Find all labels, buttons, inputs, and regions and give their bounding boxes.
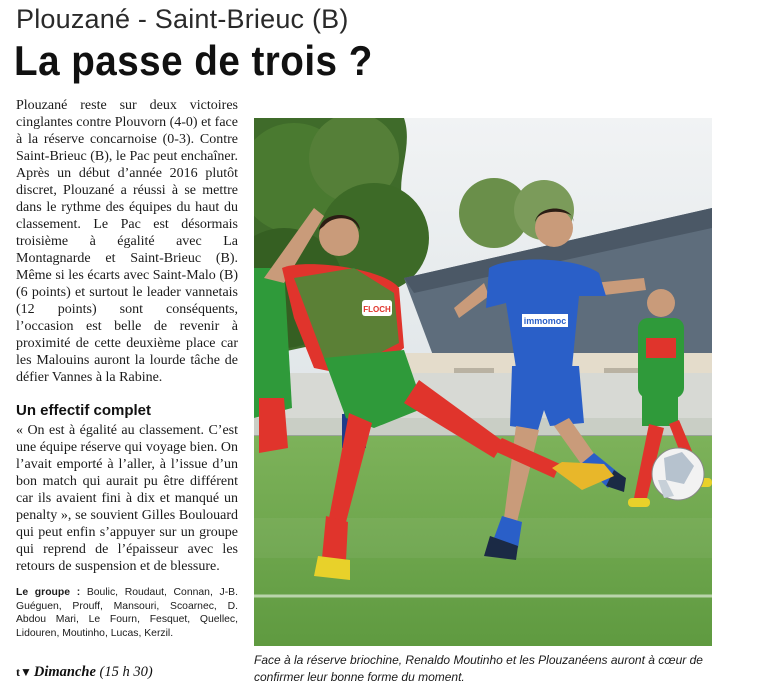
schedule-time: (15 h 30): [95, 664, 153, 680]
red-jersey-sponsor: FLOCH: [363, 305, 391, 314]
photo-caption: Face à la réserve briochine, Renaldo Moutinho et les Plouzanéens auront à cœur de confirmer leur bonne forme du moment.: [254, 653, 703, 684]
blue-jersey-sponsor: immomoc: [523, 316, 567, 326]
article-kicker: Plouzané - Saint-Brieuc (B): [16, 4, 349, 34]
section-subhead: Un effectif complet: [16, 402, 152, 419]
match-photo-illustration: [254, 118, 712, 646]
paragraph-context: Après un début d’année 2016 plutôt discret, Plouzané a réussi à se mettre dans le rythme des équipes du haut du classement. Le Pac est désormais troisième à égalité avec La Montagnarde et Saint-Brieuc (B). Même si les écarts avec Saint-Malo (B) (6 points) et surtout le leader vannetais (12 points) sont conséquents, l’occasion est belle de revenir à proximité de cette deuxième place car les Malouins auront la lourde tâche de défier Vannes à la Rabine.: [16, 166, 238, 385]
schedule-marker-icon: t▼: [16, 665, 32, 679]
article-headline: La passe de trois ?: [14, 37, 373, 84]
article-body: [16, 97, 238, 640]
paragraph-quote: « On est à égalité au classement. C’est une équipe réserve qui voyage bien. On l’avait emporté à l’aller, à l’issue d’un bon match qui aurait pu être différent car ils avaient fini à dix et manqué un penalty », se souvient Gilles Boulouard qui peut enfin s’appuyer sur un groupe qui reprend de l’épaisseur avec les retours de suspension et de blessure.: [16, 423, 238, 574]
schedule-day: Dimanche: [33, 664, 96, 680]
team-roster: [16, 586, 238, 640]
match-schedule: [16, 664, 153, 681]
team-roster-names: Boulic, Roudaut, Connan, J-B. Guéguen, Prouff, Mansouri, Scoarnec, D. Abdou Mari, Le Fourn, Fesquet, Quellec, Lidouren, Moutinho, Lucas, Kerzil.: [16, 587, 238, 639]
paragraph-intro: Plouzané reste sur deux victoires cinglantes contre Plouvorn (4-0) et face à la réserve concarnoise (0-3). Contre Saint-Brieuc (B), le Pac peut enchaîner.: [16, 98, 238, 164]
match-photo: [254, 118, 712, 646]
team-roster-label: Le groupe :: [16, 587, 81, 598]
